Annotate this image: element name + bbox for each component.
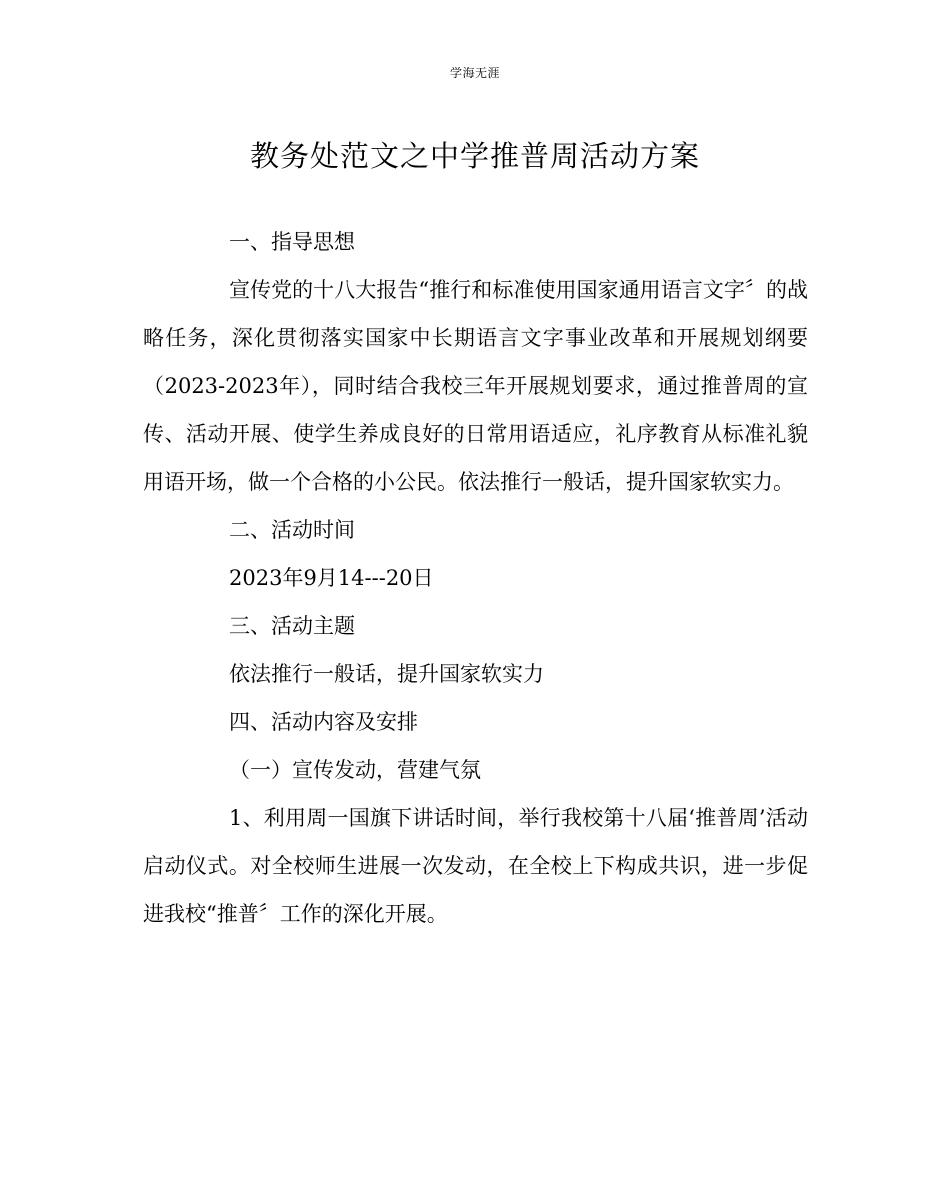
document-body (143, 218, 808, 938)
activity-time-value: 2023年9月14---20日 (229, 566, 434, 590)
subsection-heading-publicity: （一）宣传发动，营建气氛 (229, 758, 481, 782)
document-title: 教务处范文之中学推普周活动方案 (249, 139, 700, 173)
section-heading-activity-time: 二、活动时间 (229, 518, 355, 542)
section-heading-guiding-ideology: 一、指导思想 (229, 230, 355, 254)
paragraph-guiding-ideology: 宣传党的十八大报告“推行和标准使用国家通用语言文字〞的战略任务，深化贯彻落实国家中长期语言文字事业改革和开展规划纲要（2023-2023年），同时结合我校三年开展规划要求，通过推普周的宣传、活动开展、使学生养成良好的日常用语适应，礼序教育从标准礼貌用语开场，做一个合格的小公民。依法推行一般话，提升国家软实力。 (143, 278, 808, 494)
activity-theme-value: 依法推行一般话，提升国家软实力 (229, 662, 544, 686)
list-item-publicity-1: 1、利用周一国旗下讲话时间，举行我校第十八届‘推普周’活动启动仪式。对全校师生进展一次发动，在全校上下构成共识，进一步促进我校“推普〞工作的深化开展。 (143, 806, 808, 926)
section-heading-activity-theme: 三、活动主题 (229, 614, 355, 638)
section-heading-activity-content: 四、活动内容及安排 (229, 710, 418, 734)
page-header: 学海无涯 (449, 66, 500, 80)
